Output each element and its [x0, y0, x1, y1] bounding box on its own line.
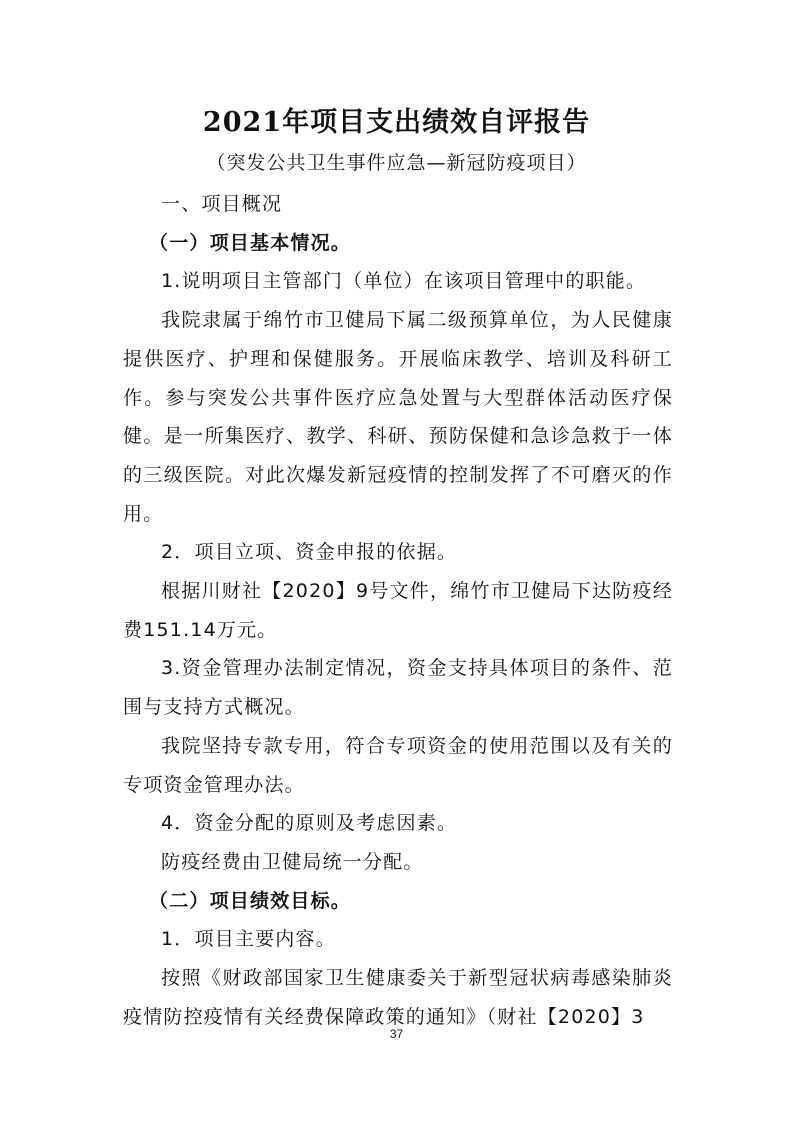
document-title: 2021年项目支出绩效自评报告 — [202, 107, 591, 138]
paragraph: 我院坚持专款专用，符合专项资金的使用范围以及有关的专项资金管理办法。 — [123, 734, 673, 796]
paragraph: 1.说明项目主管部门（单位）在该项目管理中的职能。 — [161, 270, 647, 293]
paragraph: 4．资金分配的原则及考虑因素。 — [161, 812, 458, 835]
paragraph: 按照《财政部国家卫生健康委关于新型冠状病毒感染肺炎疫情防控疫情有关经费保障政策的通知》（财社【2020】3 — [123, 967, 673, 1028]
paragraph: 根据川财社【2020】9号文件，绵竹市卫健局下达防疫经费151.14万元。 — [123, 580, 673, 641]
paragraph: 2．项目立项、资金申报的依据。 — [161, 541, 458, 564]
subsection-heading: （二）项目绩效目标。 — [149, 889, 352, 912]
section-heading: 一、项目概况 — [161, 193, 283, 215]
paragraph: 防疫经费由卫健局统一分配。 — [161, 850, 424, 873]
paragraph: 3.资金管理办法制定情况，资金支持具体项目的条件、范围与支持方式概况。 — [123, 657, 673, 719]
paragraph: 1．项目主要内容。 — [161, 928, 336, 951]
page-number: 37 — [389, 1027, 404, 1041]
document-subtitle: （突发公共卫生事件应急—新冠防疫项目） — [206, 152, 587, 174]
document-body — [123, 185, 673, 1036]
paragraph: 我院隶属于绵竹市卫健局下属二级预算单位，为人民健康提供医疗、护理和保健服务。开展临床教学、培训及科研工作。参与突发公共事件医疗应急处置与大型群体活动医疗保健。是一所集医疗、教学、科研、预防保健和急诊急救于一体的三级医院。对此次爆发新冠疫情的控制发挥了不可磨灭的作用。 — [123, 309, 673, 525]
subsection-heading: （一）项目基本情况。 — [149, 231, 352, 254]
